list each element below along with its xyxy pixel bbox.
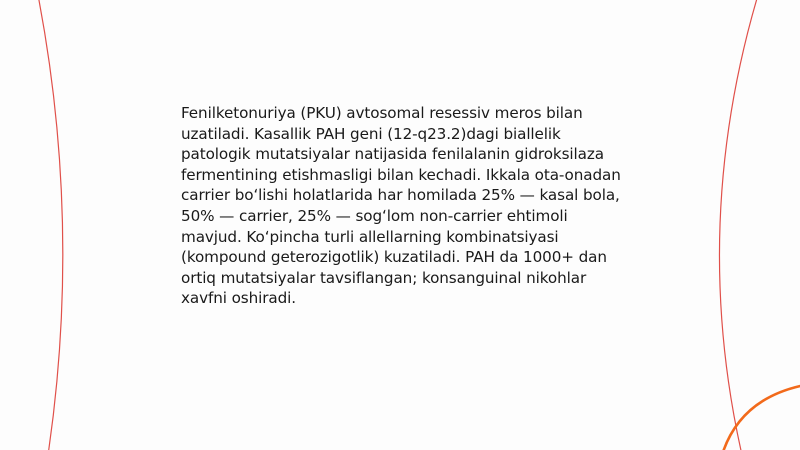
bottom-right-thick-arc [722,385,800,450]
left-thin-arc [38,0,63,450]
right-thin-arc [719,0,758,450]
body-paragraph: Fenilketonuriya (PKU) avtosomal resessiv meros bilan uzatiladi. Kasallik PAH geni (12-q23.2)dagi biallelik patologik mutatsiyalar natijasida fenilalanin gidroksilaza fermentining etishmasligi bilan kechadi. Ikkala ota-onadan carrier boʻlishi holatlarida har homilada 25% — kasal bola, 50% — carrier, 25% — sogʻlom non-carrier ehtimoli mavjud. Koʻpincha turli allellarning kombinatsiyasi (kompound geterozigotlik) kuzatiladi. PAH da 1000+ dan ortiq mutatsiyalar tavsiflangan; konsanguinal nikohlar xavfni oshiradi. [181,104,621,308]
